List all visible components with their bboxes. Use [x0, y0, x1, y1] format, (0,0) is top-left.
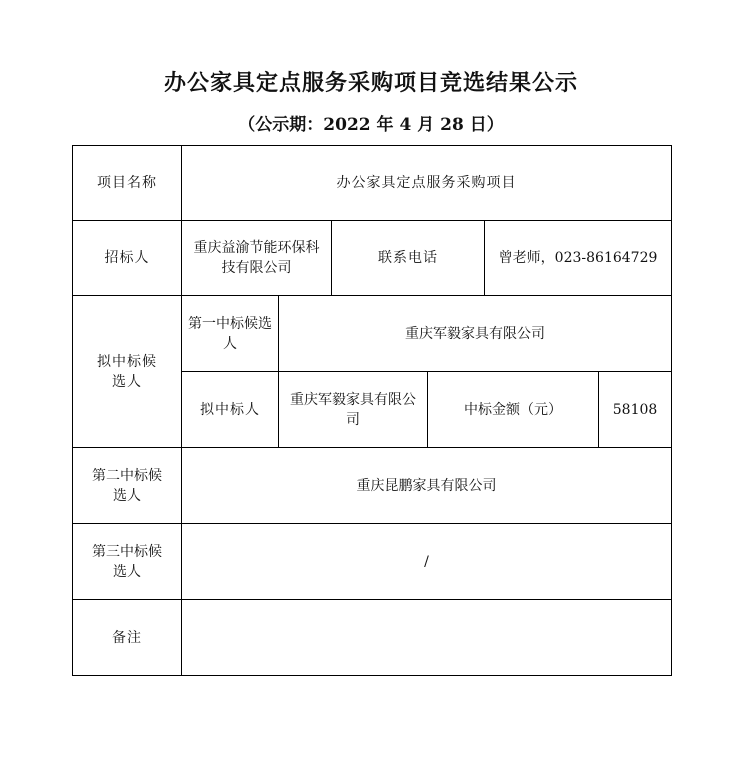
page-title: 办公家具定点服务采购项目竞选结果公示	[163, 70, 578, 96]
winning-amount-label: 中标金额（元）	[428, 372, 599, 448]
third-candidate-value: /	[182, 524, 672, 600]
project-name-value: 办公家具定点服务采购项目	[182, 146, 672, 221]
table-row	[73, 221, 672, 296]
first-candidate-value: 重庆军毅家具有限公司	[279, 296, 672, 372]
project-name-label: 项目名称	[73, 146, 182, 221]
result-table	[72, 145, 672, 676]
proposed-winner-label: 拟中标人	[182, 372, 279, 448]
table-row	[73, 296, 672, 372]
proposed-winner-value: 重庆军毅家具有限公司	[279, 372, 428, 448]
tenderer-label: 招标人	[73, 221, 182, 296]
third-candidate-label: 第三中标候选人	[73, 524, 182, 600]
second-candidate-label: 第二中标候选人	[73, 448, 182, 524]
proposed-candidate-label: 拟中标候选人	[73, 296, 182, 448]
table-row	[73, 448, 672, 524]
contact-value: 曾老师，023-86164729	[485, 221, 672, 296]
tenderer-value: 重庆益渝节能环保科技有限公司	[182, 221, 332, 296]
table-row	[73, 600, 672, 676]
publicity-period: （公示期：2022 年 4 月 28 日）	[238, 115, 504, 135]
table-row	[73, 524, 672, 600]
remarks-label: 备注	[73, 600, 182, 676]
table-row	[73, 146, 672, 221]
remarks-value	[182, 600, 672, 676]
second-candidate-value: 重庆昆鹏家具有限公司	[182, 448, 672, 524]
first-candidate-label: 第一中标候选人	[182, 296, 279, 372]
contact-label: 联系电话	[332, 221, 485, 296]
winning-amount-value: 58108	[599, 372, 672, 448]
